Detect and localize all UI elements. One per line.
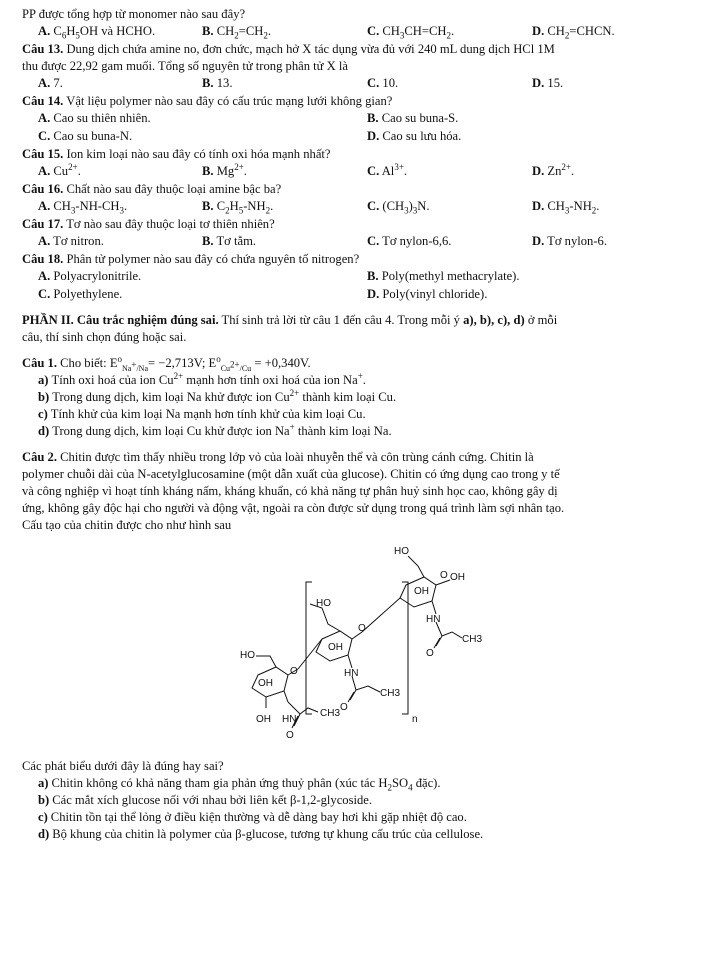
left-ho-label: HO [240, 650, 255, 661]
q12-option-c[interactable]: C. $CH_3CH=CH_2$. [367, 24, 455, 41]
q14-option-b[interactable]: B. Cao su buna-S. [367, 111, 459, 125]
part2-heading: PHẦN II. Câu trắc nghiệm đúng sai. [22, 313, 219, 327]
q13-options [22, 75, 684, 93]
part2-intro: PHẦN II. Câu trắc nghiệm đúng sai. Thí sinh trả lời từ câu 1 đến câu 4. Trong mỗi ý a), b), c), d) ở mỗi [22, 313, 558, 327]
q13-option-a[interactable]: A. 7. [38, 76, 63, 90]
q12-option-b[interactable]: B. $CH_2=CH_2$. [202, 24, 271, 41]
q14-option-c[interactable]: C. Cao su buna-N. [38, 129, 133, 143]
q13-option-b[interactable]: B. 13. [202, 76, 233, 90]
q17-options [22, 233, 684, 251]
left-o-label: O [286, 730, 294, 741]
q15-option-c[interactable]: C. $Al^{3+}$. [367, 161, 408, 178]
mid-hn-label: HN [344, 668, 359, 679]
mid-o-label: O [358, 623, 366, 634]
q16-option-c[interactable]: C. $(CH_3)_3N$. [367, 199, 430, 216]
right-oh2-label: OH [450, 572, 465, 583]
q15-stem: Câu 15. Ion kim loại nào sau đây có tính oxi hóa mạnh nhất? [22, 147, 331, 161]
p2q1-statement-d[interactable]: d) Trong dung dịch, kim loại Cu khử được ion Na+ thành kim loại Na. [38, 421, 392, 438]
p2q1-statement-a[interactable]: a) Tính oxi hoá của ion $Cu^{2+}$ mạnh hơn tính oxi hoá của ion Na+. [38, 370, 366, 387]
q16-stem: Câu 16. Chất nào sau đây thuộc loại amine bậc ba? [22, 182, 282, 196]
p2q2-statement-c[interactable]: c) Chitin tồn tại thể lỏng ở điều kiện thường và dễ dàng bay hơi khi gặp nhiệt độ cao. [38, 810, 467, 824]
q17-option-b[interactable]: B. Tơ tằm. [202, 234, 257, 248]
mid-ho-label: HO [316, 598, 331, 609]
q18-option-b[interactable]: B. Poly(methyl methacrylate). [367, 269, 520, 283]
right-ring-o-label: O [440, 570, 448, 581]
p2q2-stem-l5: Cấu tạo của chitin được cho như hình sau [22, 518, 232, 532]
q15-option-b[interactable]: B. $Mg^{2+}$. [202, 161, 247, 178]
q13-option-d[interactable]: D. 15. [532, 76, 564, 90]
q17-option-c[interactable]: C. Tơ nylon-6,6. [367, 234, 452, 248]
right-hn-label: HN [426, 614, 441, 625]
q14-option-d[interactable]: D. Cao su lưu hóa. [367, 129, 462, 143]
q12-options [22, 23, 684, 41]
q16-options [22, 198, 684, 216]
left-ring-o-label: O [290, 666, 298, 677]
q16-option-d[interactable]: D. $CH_3-NH_2$. [532, 199, 600, 216]
p2q2-statement-a[interactable]: a) Chitin không có khả năng tham gia phản ứng thuỷ phân (xúc tác $H_2SO_4$ đặc). [38, 776, 441, 793]
exam-page [22, 6, 684, 843]
q15-options [22, 163, 684, 181]
q18-options-row2 [22, 286, 684, 304]
left-ch3-label: CH3 [320, 708, 341, 719]
q17-stem: Câu 17. Tơ nào sau đây thuộc loại tơ thiên nhiên? [22, 217, 275, 231]
q12-option-d[interactable]: D. $CH_2=CHCN$. [532, 24, 615, 41]
p2q2-stem: Câu 2. Chitin được tìm thấy nhiều trong lớp vỏ của loài nhuyễn thể và côn trùng cánh cứng. Chitin là [22, 450, 534, 464]
p2q2-prompt: Các phát biểu dưới đây là đúng hay sai? [22, 759, 224, 773]
q16-option-b[interactable]: B. $C_2H_5-NH_2$. [202, 199, 274, 216]
part2-intro-cont: câu, thí sinh chọn đúng hoặc sai. [22, 330, 187, 344]
p2q1-statement-c[interactable]: c) Tính khử của kim loại Na mạnh hơn tính khử của kim loại Cu. [38, 407, 366, 421]
q13-stem: Câu 13. Dung dịch chứa amine no, đơn chức, mạch hở X tác dụng vừa đủ với 240 mL dung dịch HCl 1M [22, 42, 555, 56]
q18-option-d[interactable]: D. Poly(vinyl chloride). [367, 287, 488, 301]
q16-option-a[interactable]: A. $CH_3-NH-CH_3$. [38, 199, 128, 216]
left-oh-label: OH [258, 678, 273, 689]
q13-option-c[interactable]: C. 10. [367, 76, 399, 90]
right-o-label: O [426, 648, 434, 659]
p2q2-stem-l3: và công nghiệp vì hoạt tính kháng nấm, kháng khuẩn, có khả năng tự phân huỷ sinh học cao, không gây dị [22, 484, 558, 498]
p2q1-stem: Câu 1. Cho biết: $E^o_{Na^+/Na}= -2,713V$; $E^o_{Cu^{2+}/Cu} = +0,340V$. [22, 353, 311, 373]
q17-option-d[interactable]: D. Tơ nylon-6. [532, 234, 607, 248]
q13-stem-cont: thu được 22,92 gam muối. Tổng số nguyên tử trong phân tử X là [22, 59, 348, 73]
q14-options-row1 [22, 110, 684, 128]
q14-stem: Câu 14. Vật liệu polymer nào sau đây có cấu trúc mạng lưới không gian? [22, 94, 393, 108]
q15-option-d[interactable]: D. $Zn^{2+}$. [532, 161, 575, 178]
repeat-n-label: n [412, 714, 418, 725]
q17-option-a[interactable]: A. Tơ nitron. [38, 234, 104, 248]
q12-stem: PP được tổng hợp từ monomer nào sau đây? [22, 7, 246, 21]
p2q1-statement-b[interactable]: b) Trong dung dịch, kim loại Na khử được ion $Cu^{2+}$ thành kim loại Cu. [38, 387, 397, 404]
mid-o2-label: O [340, 702, 348, 713]
right-ho-label: HO [394, 546, 409, 557]
left-bottom-oh-label: OH [256, 714, 271, 725]
right-oh-label: OH [414, 586, 429, 597]
q18-option-a[interactable]: A. Polyacrylonitrile. [38, 269, 142, 283]
right-ch3-label: CH3 [462, 634, 483, 645]
p2q2-stem-l4: ứng, không gây độc hại cho người và động vật, ngoài ra còn được sử dụng trong quá trình làm sợi nhân tạo. [22, 501, 565, 515]
chitin-structure-figure [22, 536, 684, 758]
p2q2-stem-l2: polymer chuỗi dài của N-acetylglucosamine (một dẫn xuất của glucose). Chitin có ứng dụng cao trong y tế [22, 467, 560, 481]
q18-options-row1 [22, 268, 684, 286]
mid-oh-label: OH [328, 642, 343, 653]
q14-options-row2 [22, 128, 684, 146]
mid-ch3-label: CH3 [380, 688, 401, 699]
q12-option-a[interactable]: A. $C_6H_5OH$ và HCHO. [38, 24, 156, 41]
chitin-structure-diagram [22, 536, 684, 758]
q14-option-a[interactable]: A. Cao su thiên nhiên. [38, 111, 151, 125]
q18-stem: Câu 18. Phân tử polymer nào sau đây có chứa nguyên tố nitrogen? [22, 252, 360, 266]
q15-option-a[interactable]: A. $Cu^{2+}$. [38, 161, 81, 178]
p2q2-statement-b[interactable]: b) Các mắt xích glucose nối với nhau bởi liên kết β-1,2-glycoside. [38, 793, 373, 807]
left-hn-label: HN [282, 714, 297, 725]
p2q2-statement-d[interactable]: d) Bộ khung của chitin là polymer của β-glucose, tương tự khung cấu trúc của cellulose. [38, 827, 484, 841]
q18-option-c[interactable]: C. Polyethylene. [38, 287, 123, 301]
